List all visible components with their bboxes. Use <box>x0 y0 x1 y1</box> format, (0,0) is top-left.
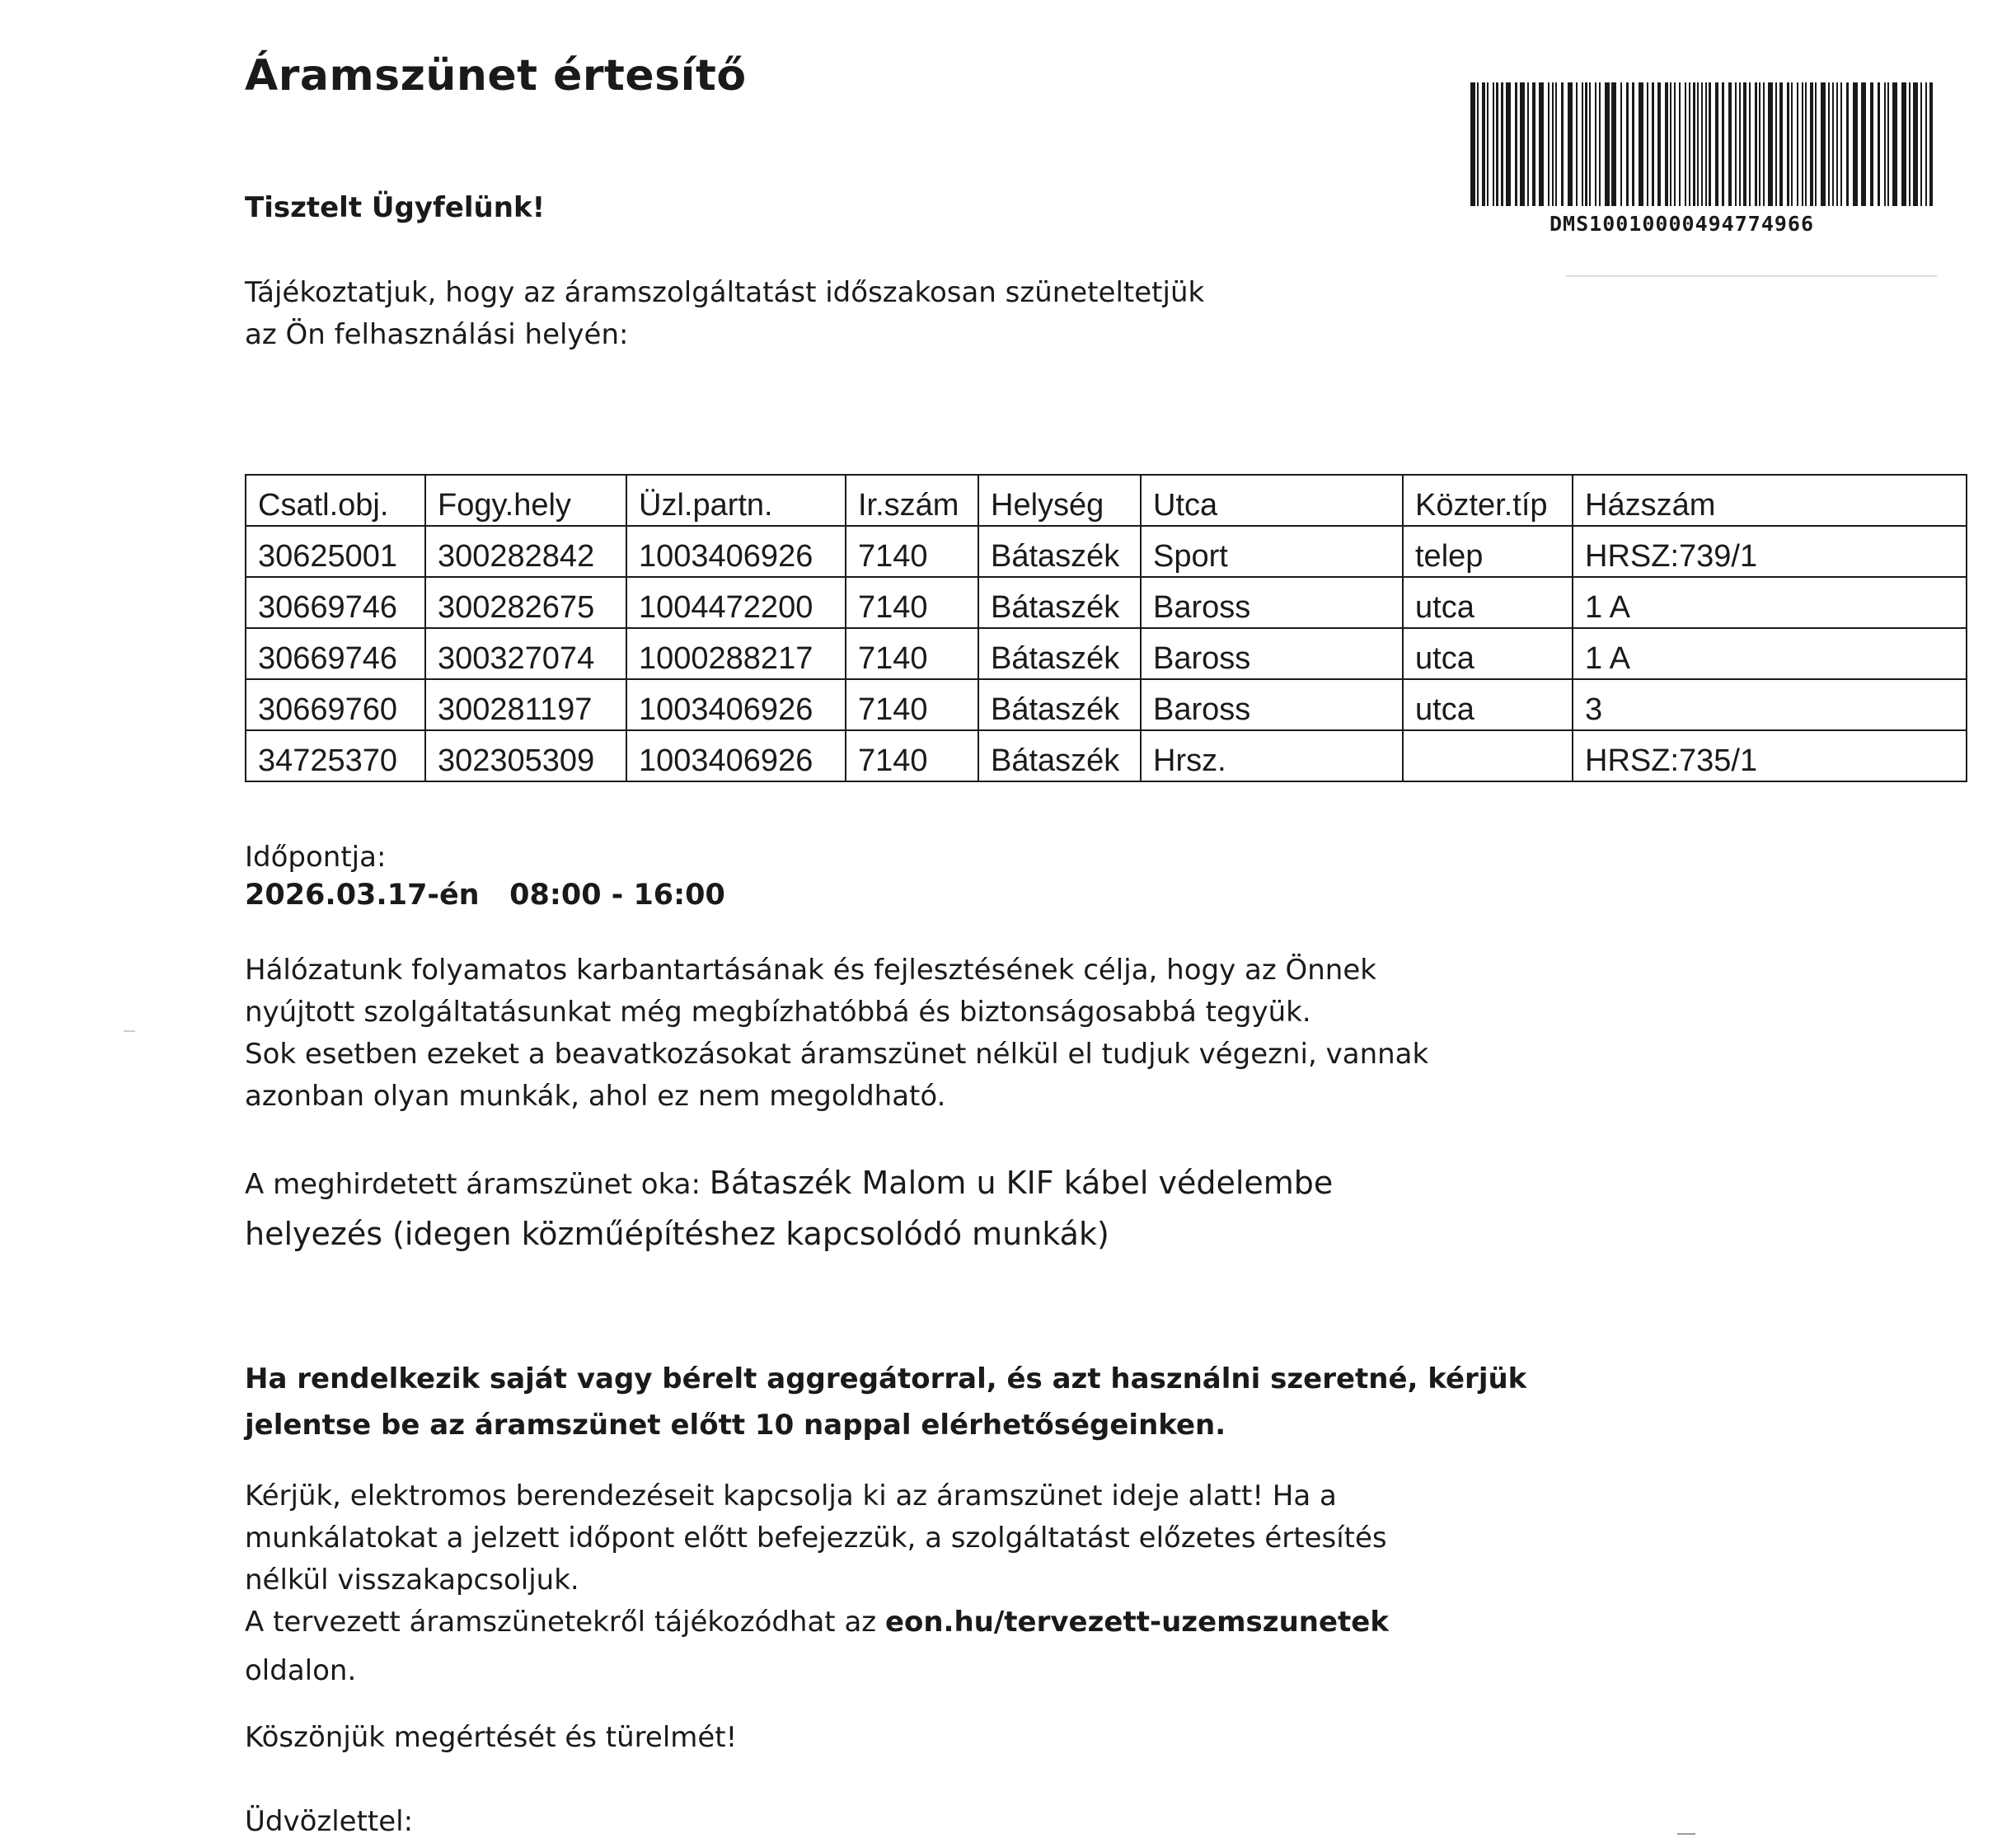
table-cell: Bátaszék <box>978 577 1141 628</box>
paragraph-line: Hálózatunk folyamatos karbantartásának és fejlesztésének célja, hogy az Önnek <box>245 954 1376 987</box>
thanks-text: Köszönjük megértését és türelmét! <box>245 1721 738 1754</box>
intro-line: az Ön felhasználási helyén: <box>245 318 629 351</box>
table-cell <box>1403 730 1573 781</box>
table-cell: HRSZ:735/1 <box>1573 730 1967 781</box>
maintenance-paragraph <box>245 950 1428 1118</box>
table-cell: Sport <box>1141 526 1403 577</box>
paragraph-line: Kérjük, elektromos berendezéseit kapcsolja ki az áramszünet ideje alatt! Ha a <box>245 1480 1337 1512</box>
barcode-image <box>1467 82 1935 218</box>
table-cell: 30625001 <box>246 526 425 577</box>
scan-artifact-mark <box>124 1030 135 1032</box>
intro-line: Tájékoztatjuk, hogy az áramszolgáltatást időszakosan szüneteltetjük <box>245 276 1205 309</box>
table-cell: Baross <box>1141 577 1403 628</box>
column-header: Üzl.partn. <box>626 475 846 526</box>
paragraph-line: nélkül visszakapcsoljuk. <box>245 1564 579 1597</box>
table-cell: Bátaszék <box>978 628 1141 679</box>
column-header: Házszám <box>1573 475 1967 526</box>
table-header-row <box>246 475 1967 526</box>
link-prefix: A tervezett áramszünetekről tájékozódhat az <box>245 1606 885 1639</box>
notice-line: Ha rendelkezik saját vagy bérelt aggregátorral, és azt használni szeretné, kérjük <box>245 1362 1527 1395</box>
table-cell: 1003406926 <box>626 526 846 577</box>
regards-text: Üdvözlettel: <box>245 1805 414 1838</box>
affected-locations-table <box>245 474 1967 782</box>
table-cell: 3 <box>1573 679 1967 730</box>
table-cell: 7140 <box>846 526 978 577</box>
table-cell: Baross <box>1141 628 1403 679</box>
notice-line: jelentse be az áramszünet előtt 10 nappal elérhetőségeinken. <box>245 1409 1226 1442</box>
scan-artifact-mark <box>1677 1833 1695 1835</box>
table-cell: HRSZ:739/1 <box>1573 526 1967 577</box>
table-cell: 30669760 <box>246 679 425 730</box>
table-cell: 7140 <box>846 730 978 781</box>
table-cell: 1003406926 <box>626 679 846 730</box>
table-cell: 302305309 <box>425 730 626 781</box>
table-cell: 30669746 <box>246 577 425 628</box>
paragraph-line: oldalon. <box>245 1654 357 1687</box>
schedule-label: Időpontja: <box>245 841 387 874</box>
table-cell: utca <box>1403 628 1573 679</box>
column-header: Helység <box>978 475 1141 526</box>
table-cell: Baross <box>1141 679 1403 730</box>
table-cell: utca <box>1403 577 1573 628</box>
switch-off-paragraph <box>245 1475 1389 1692</box>
table-row <box>246 526 1967 577</box>
table-cell: 300327074 <box>425 628 626 679</box>
paragraph-line: munkálatokat a jelzett időpont előtt befejezzük, a szolgáltatást előzetes értesítés <box>245 1522 1387 1555</box>
table-row <box>246 679 1967 730</box>
column-header: Közter.típ <box>1403 475 1573 526</box>
table-cell: Bátaszék <box>978 679 1141 730</box>
barcode-number: DMS10010000494774966 <box>1550 212 1815 236</box>
table-cell: 7140 <box>846 679 978 730</box>
paragraph-line: Sok esetben ezeket a beavatkozásokat áramszünet nélkül el tudjuk végezni, vannak <box>245 1038 1429 1071</box>
table-cell: 1 A <box>1573 577 1967 628</box>
paragraph-line: nyújtott szolgáltatásunkat még megbízhatóbbá és biztonságosabbá tegyük. <box>245 996 1311 1029</box>
document-title: Áramszünet értesítő <box>245 51 747 101</box>
table-cell: 1000288217 <box>626 628 846 679</box>
table-cell: telep <box>1403 526 1573 577</box>
table-cell: 7140 <box>846 628 978 679</box>
column-header: Csatl.obj. <box>246 475 425 526</box>
scan-artifact-line <box>1566 275 1937 277</box>
table-cell: 300281197 <box>425 679 626 730</box>
table-cell: 1003406926 <box>626 730 846 781</box>
table-row <box>246 730 1967 781</box>
paragraph-line <box>245 1601 1389 1644</box>
table-cell: 300282842 <box>425 526 626 577</box>
reason-paragraph <box>245 1158 1333 1259</box>
column-header: Utca <box>1141 475 1403 526</box>
table-cell: 34725370 <box>246 730 425 781</box>
column-header: Ir.szám <box>846 475 978 526</box>
table-cell: Bátaszék <box>978 730 1141 781</box>
reason-text: Bátaszék Malom u KIF kábel védelembe <box>709 1165 1334 1201</box>
generator-notice <box>245 1356 1526 1448</box>
greeting: Tisztelt Ügyfelünk! <box>245 191 546 224</box>
column-header: Fogy.hely <box>425 475 626 526</box>
table-cell: Bátaszék <box>978 526 1141 577</box>
table-row <box>246 628 1967 679</box>
intro-paragraph <box>245 272 1204 356</box>
reason-line <box>245 1158 1333 1209</box>
schedule-value: 2026.03.17-én 08:00 - 16:00 <box>245 879 725 912</box>
table-cell: 300282675 <box>425 577 626 628</box>
reason-text-continued: helyezés (idegen közműépítéshez kapcsolódó munkák) <box>245 1216 1109 1252</box>
table-row <box>246 577 1967 628</box>
paragraph-line: azonban olyan munkák, ahol ez nem megoldható. <box>245 1080 946 1113</box>
table-cell: 1 A <box>1573 628 1967 679</box>
table-cell: utca <box>1403 679 1573 730</box>
table-cell: 30669746 <box>246 628 425 679</box>
reason-label: A meghirdetett áramszünet oka: <box>245 1168 701 1201</box>
table-cell: Hrsz. <box>1141 730 1403 781</box>
planned-outages-link[interactable]: eon.hu/tervezett-uzemszunetek <box>884 1606 1389 1639</box>
table-cell: 7140 <box>846 577 978 628</box>
table-cell: 1004472200 <box>626 577 846 628</box>
